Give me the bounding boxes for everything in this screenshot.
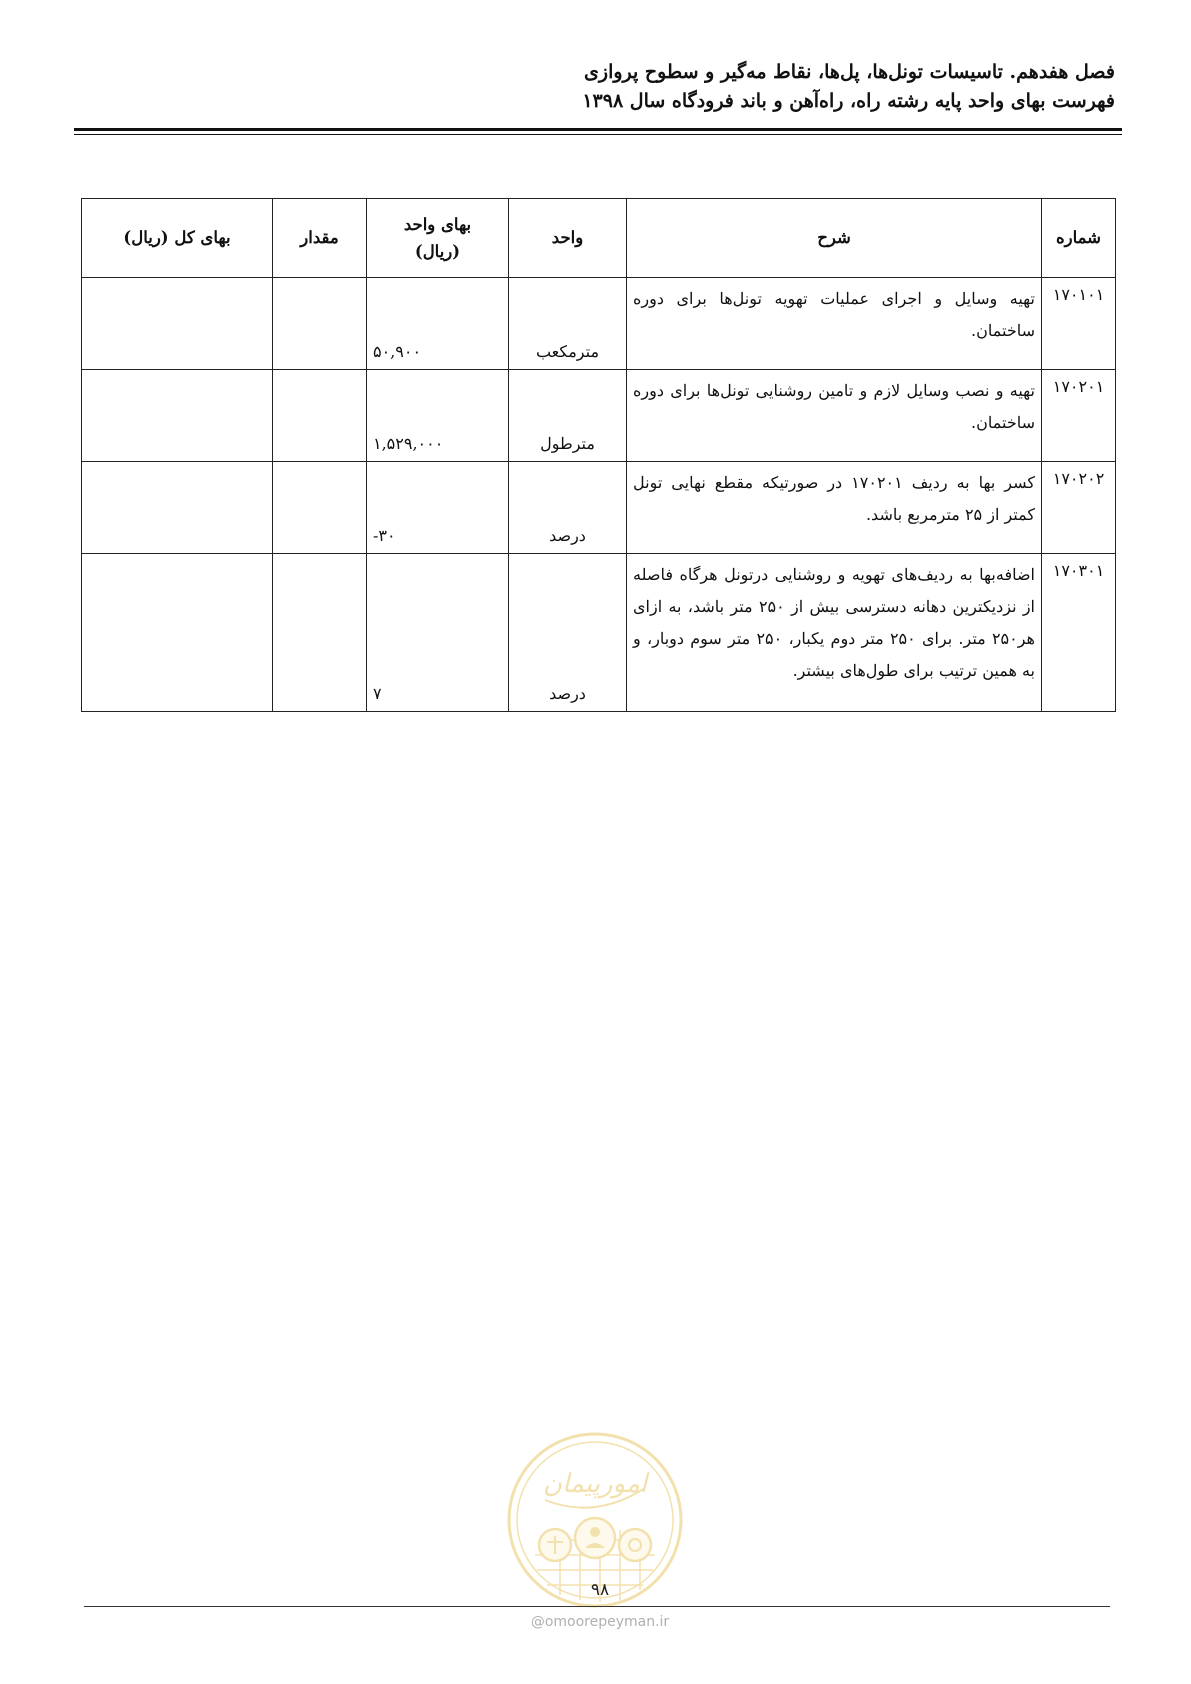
row-code: ۱۷۰۲۰۱ [1042, 370, 1116, 462]
column-header-code: شماره [1042, 199, 1116, 278]
row-quantity [273, 462, 367, 554]
table-row [82, 370, 1116, 462]
row-code: ۱۷۰۳۰۱ [1042, 554, 1116, 712]
table-row [82, 462, 1116, 554]
footer-rule [84, 1606, 1110, 1607]
document-subtitle: فهرست بهای واحد پایه رشته راه، راه‌آهن و باند فرودگاه سال ۱۳۹۸ [582, 89, 1115, 112]
header-rule-thin [74, 134, 1122, 135]
unit-price-header-line2: (ریال) [414, 242, 461, 261]
row-total [82, 462, 273, 554]
row-description: تهیه وسایل و اجرای عملیات تهویه تونل‌ها برای دوره ساختمان. [627, 278, 1042, 370]
row-unit: مترمکعب [509, 278, 627, 370]
price-list-table [81, 198, 1116, 712]
row-total [82, 370, 273, 462]
row-description: اضافه‌بها به ردیف‌های تهویه و روشنایی درتونل هرگاه فاصله از نزدیکترین دهانه دسترسی بیش از ۲۵۰ متر باشد، به ازای هر۲۵۰ متر. برای ۲۵۰ متر دوم یکبار، ۲۵۰ متر سوم دوبار، و به همین ترتیب برای طول‌های بیشتر. [627, 554, 1042, 712]
row-description: کسر بها به ردیف ۱۷۰۲۰۱ در صورتیکه مقطع نهایی تونل کمتر از ۲۵ مترمربع باشد. [627, 462, 1042, 554]
watermark-site-text: @omoorepeyman.ir [530, 1614, 670, 1630]
table-row [82, 278, 1116, 370]
row-quantity [273, 278, 367, 370]
row-code: ۱۷۰۱۰۱ [1042, 278, 1116, 370]
column-header-description: شرح [627, 199, 1042, 278]
column-header-unit: واحد [509, 199, 627, 278]
row-description: تهیه و نصب وسایل لازم و تامین روشنایی تونل‌ها برای دوره ساختمان. [627, 370, 1042, 462]
table-row [82, 554, 1116, 712]
row-unit-price: ۷ [367, 554, 509, 712]
page-header [75, 58, 1115, 115]
page-number: ۹۸ [590, 1580, 610, 1600]
row-unit: درصد [509, 554, 627, 712]
row-unit-price: ۱,۵۲۹,۰۰۰ [367, 370, 509, 462]
unit-price-header-line1: بهای واحد [403, 214, 472, 234]
watermark-script-text: امورپیمان [542, 1469, 648, 1499]
row-total [82, 554, 273, 712]
column-header-quantity: مقدار [273, 199, 367, 278]
column-header-unit-price [367, 199, 509, 278]
table-header-row [82, 199, 1116, 278]
row-unit-price: ۵۰,۹۰۰ [367, 278, 509, 370]
row-unit: درصد [509, 462, 627, 554]
row-unit-price: -۳۰ [367, 462, 509, 554]
header-rule-thick [74, 128, 1122, 131]
row-total [82, 278, 273, 370]
row-quantity [273, 554, 367, 712]
chapter-title: فصل هفدهم. تاسیسات تونل‌ها، پل‌ها، نقاط مه‌گیر و سطوح پروازی [584, 61, 1115, 83]
column-header-total-price: بهای کل (ریال) [82, 199, 273, 278]
row-code: ۱۷۰۲۰۲ [1042, 462, 1116, 554]
row-unit: مترطول [509, 370, 627, 462]
row-quantity [273, 370, 367, 462]
